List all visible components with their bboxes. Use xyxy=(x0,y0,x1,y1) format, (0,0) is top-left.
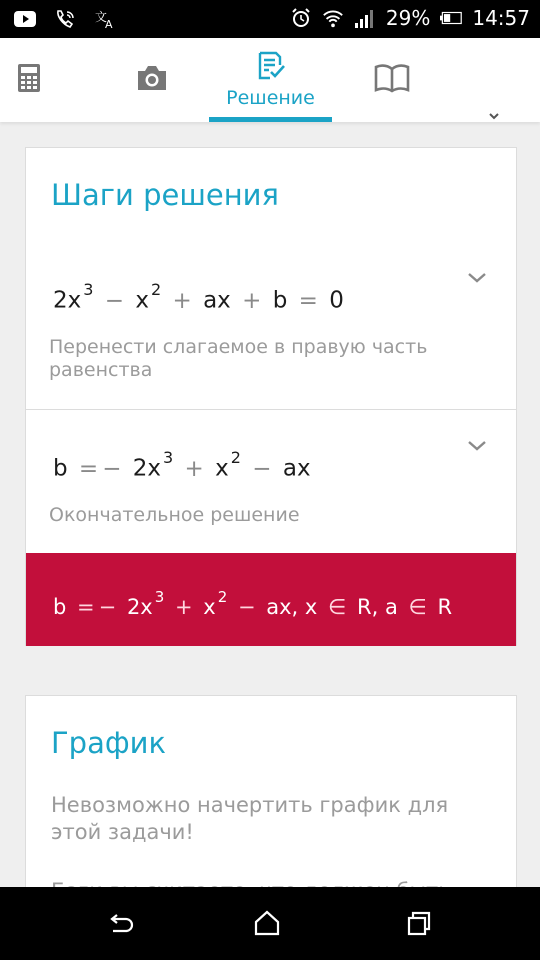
back-icon[interactable] xyxy=(106,908,136,938)
step-1-expand-chevron-icon[interactable] xyxy=(466,270,488,292)
svg-text:A: A xyxy=(105,18,113,30)
tab-solution[interactable] xyxy=(209,38,332,122)
step-1-description: Перенести слагаемое в правую часть равенства xyxy=(49,336,428,381)
graph-title: График xyxy=(51,726,167,760)
solution-icon xyxy=(256,51,286,85)
step-2-expand-chevron-icon[interactable] xyxy=(466,438,488,460)
graph-card xyxy=(25,695,517,897)
camera-icon xyxy=(136,64,168,96)
translate-icon xyxy=(94,8,116,30)
final-answer-banner xyxy=(26,553,516,646)
active-tab-indicator xyxy=(209,117,332,122)
wifi-icon xyxy=(322,7,344,29)
clock: 14:57 xyxy=(472,6,530,30)
alarm-icon xyxy=(290,7,312,29)
battery-percent: 29% xyxy=(385,6,431,30)
book-icon xyxy=(374,63,410,97)
home-icon[interactable] xyxy=(252,908,282,938)
svg-text:文: 文 xyxy=(95,10,108,24)
signal-icon xyxy=(354,7,376,29)
steps-title: Шаги решения xyxy=(51,178,279,212)
graph-unavailable-text: Невозможно начертить график для этой задачи! xyxy=(51,793,449,844)
status-bar xyxy=(0,0,540,38)
tab-calculator[interactable] xyxy=(0,38,58,122)
recents-icon[interactable] xyxy=(404,908,434,938)
tab-bar xyxy=(0,38,540,122)
calculator-icon xyxy=(17,63,41,97)
tab-book[interactable] xyxy=(350,38,434,122)
tab-camera[interactable] xyxy=(110,38,194,122)
tab-solution-label: Решение xyxy=(226,87,315,109)
youtube-icon xyxy=(14,8,36,30)
step-divider xyxy=(26,409,516,410)
navigation-bar xyxy=(0,887,540,960)
collapse-chevron-icon[interactable] xyxy=(488,110,500,126)
step-2-description: Окончательное решение xyxy=(49,504,300,526)
final-answer: b = − 2x $^3$ + x $^2$ − ax, x ∈ R, a ∈ R xyxy=(53,588,453,619)
battery-icon xyxy=(440,7,462,29)
solution-steps-card xyxy=(25,147,517,646)
step-2-equation: b = − 2x $^3$ + x $^2$ − ax xyxy=(53,448,311,482)
step-1-equation: 2x $^3$ − x $^2$ + ax + b = 0 xyxy=(53,280,344,314)
phone-wifi-icon xyxy=(54,8,76,30)
